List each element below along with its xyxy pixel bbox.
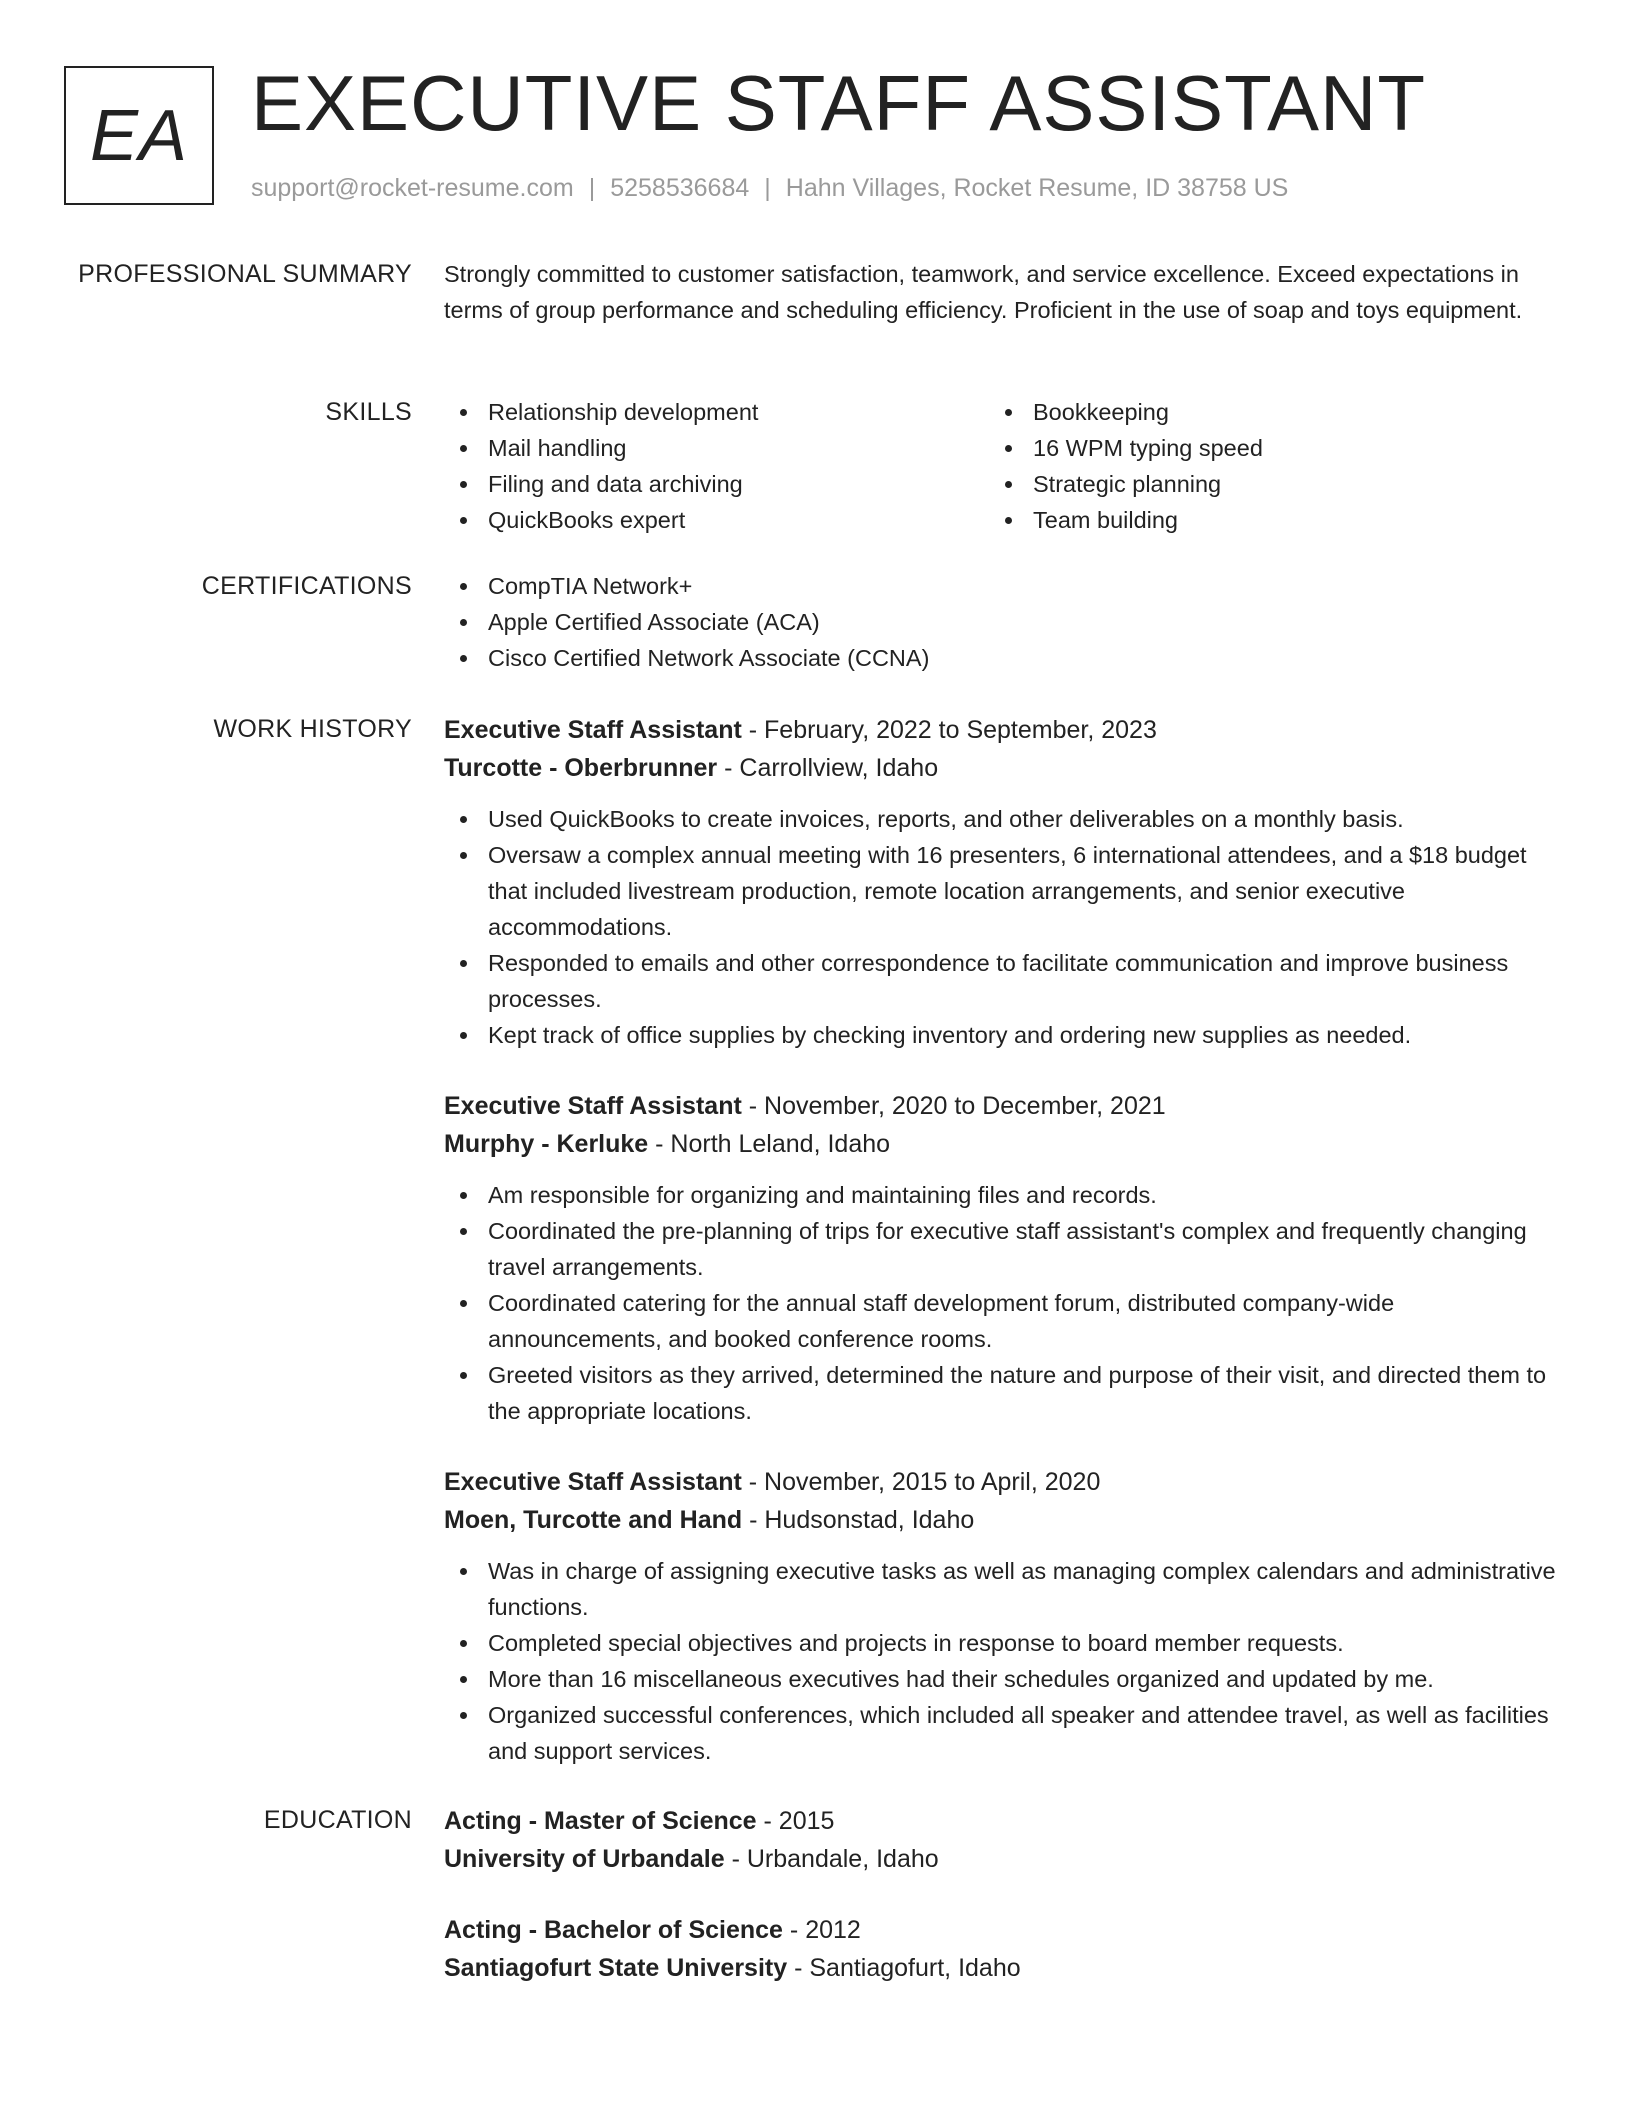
education-label: EDUCATION: [263, 1806, 412, 1834]
job-title-line: Executive Staff Assistant - November, 2020 to December, 2021: [444, 1092, 1166, 1120]
resume-title: EXECUTIVE STAFF ASSISTANT: [251, 59, 1426, 147]
monogram-initials: EA: [89, 95, 189, 176]
monogram-box: [64, 66, 214, 205]
job-bullet: Used QuickBooks to create invoices, reports, and other deliverables on a monthly basis.: [444, 801, 1559, 837]
job-bullet: More than 16 miscellaneous executives had their schedules organized and updated by me.: [444, 1661, 1559, 1697]
education-school: Santiagofurt State University: [444, 1954, 788, 1982]
job-dates: November, 2020 to December, 2021: [764, 1092, 1166, 1120]
job-location: Hudsonstad, Idaho: [764, 1506, 975, 1534]
job-bullet: Responded to emails and other correspondence to facilitate communication and improve business processes.: [444, 945, 1559, 1017]
job-bullet: Coordinated the pre-planning of trips for executive staff assistant's complex and frequently changing travel arrangements.: [444, 1213, 1559, 1285]
job-company: Murphy - Kerluke: [444, 1130, 649, 1158]
job-dates: November, 2015 to April, 2020: [764, 1468, 1101, 1496]
summary-label: PROFESSIONAL SUMMARY: [78, 260, 412, 288]
certification-item: Apple Certified Associate (ACA): [444, 604, 1559, 640]
job-location: North Leland, Idaho: [670, 1130, 891, 1158]
job-company-line: Murphy - Kerluke - North Leland, Idaho: [444, 1130, 891, 1158]
skills-list-left: [444, 394, 989, 538]
education-location: Urbandale, Idaho: [746, 1845, 939, 1873]
job-bullet: Coordinated catering for the annual staff development forum, distributed company-wide announcements, and booked conference rooms.: [444, 1285, 1559, 1357]
skills-body: [444, 394, 1559, 538]
education-school: University of Urbandale: [444, 1845, 725, 1873]
education-school-line: Santiagofurt State University - Santiagofurt, Idaho: [444, 1954, 1021, 1982]
job-company: Turcotte - Oberbrunner: [444, 754, 718, 782]
job-bullet: Kept track of office supplies by checking inventory and ordering new supplies as needed.: [444, 1017, 1559, 1053]
education-entry: [444, 1802, 1559, 1878]
job-company-line: Turcotte - Oberbrunner - Carrollview, Idaho: [444, 754, 939, 782]
job-title-line: Executive Staff Assistant - November, 2015 to April, 2020: [444, 1468, 1101, 1496]
job-title: Executive Staff Assistant: [444, 1468, 742, 1496]
job-bullet: Was in charge of assigning executive tasks as well as managing complex calendars and administrative functions.: [444, 1553, 1559, 1625]
summary-body: [444, 256, 1559, 328]
job-title: Executive Staff Assistant: [444, 1092, 742, 1120]
certifications-label: CERTIFICATIONS: [201, 572, 412, 600]
job-company-line: Moen, Turcotte and Hand - Hudsonstad, Idaho: [444, 1506, 975, 1534]
education-entry: [444, 1911, 1559, 1987]
education-year: 2015: [778, 1807, 835, 1835]
certifications-list: [444, 568, 1559, 676]
contact-separator: |: [764, 174, 771, 202]
work-history-label: WORK HISTORY: [213, 715, 412, 743]
contact-line: [251, 173, 1288, 203]
job-company: Moen, Turcotte and Hand: [444, 1506, 743, 1534]
skills-list-right: [989, 394, 1534, 538]
job-bullet: Completed special objectives and projects in response to board member requests.: [444, 1625, 1559, 1661]
job-bullets: [444, 1553, 1559, 1769]
job-dates: February, 2022 to September, 2023: [764, 716, 1157, 744]
education-location: Santiagofurt, Idaho: [809, 1954, 1021, 1982]
work-history-body: [444, 711, 1559, 1803]
job-bullet: Organized successful conferences, which included all speaker and attendee travel, as well as facilities and support services.: [444, 1697, 1559, 1769]
job-bullet: Greeted visitors as they arrived, determined the nature and purpose of their visit, and directed them to the appropriate locations.: [444, 1357, 1559, 1429]
job-bullet: Am responsible for organizing and maintaining files and records.: [444, 1177, 1559, 1213]
education-degree-line: Acting - Master of Science - 2015: [444, 1807, 835, 1835]
certification-item: Cisco Certified Network Associate (CCNA): [444, 640, 1559, 676]
job-entry: [444, 1463, 1559, 1769]
contact-phone[interactable]: 5258536684: [610, 174, 750, 202]
job-title: Executive Staff Assistant: [444, 716, 742, 744]
education-body: [444, 1802, 1559, 2020]
job-bullets: [444, 801, 1559, 1053]
job-bullets: [444, 1177, 1559, 1429]
skill-item: Team building: [989, 502, 1534, 538]
skill-item: Strategic planning: [989, 466, 1534, 502]
education-degree: Acting - Master of Science: [444, 1807, 757, 1835]
skill-item: Relationship development: [444, 394, 989, 430]
skill-item: Bookkeeping: [989, 394, 1534, 430]
contact-separator: |: [588, 174, 596, 202]
job-title-line: Executive Staff Assistant - February, 2022 to September, 2023: [444, 716, 1157, 744]
skill-item: Mail handling: [444, 430, 989, 466]
certification-item: CompTIA Network+: [444, 568, 1559, 604]
skill-item: Filing and data archiving: [444, 466, 989, 502]
job-bullet: Oversaw a complex annual meeting with 16 presenters, 6 international attendees, and a $18 budget that included livestream production, remote location arrangements, and senior executive accommodations.: [444, 837, 1559, 945]
job-location: Carrollview, Idaho: [739, 754, 939, 782]
contact-email[interactable]: support@rocket-resume.com: [251, 174, 574, 202]
education-degree: Acting - Bachelor of Science: [444, 1916, 783, 1944]
certifications-body: [444, 568, 1559, 676]
skills-label: SKILLS: [325, 398, 412, 426]
education-school-line: University of Urbandale - Urbandale, Idaho: [444, 1845, 939, 1873]
job-entry: [444, 1087, 1559, 1429]
education-degree-line: Acting - Bachelor of Science - 2012: [444, 1916, 861, 1944]
education-year: 2012: [805, 1916, 861, 1944]
summary-text: Strongly committed to customer satisfaction, teamwork, and service excellence. Exceed expectations in terms of group performance and scheduling efficiency. Proficient in the use of soap and toys equipment.: [444, 261, 1523, 323]
job-entry: [444, 711, 1559, 1053]
skill-item: QuickBooks expert: [444, 502, 989, 538]
skill-item: 16 WPM typing speed: [989, 430, 1534, 466]
contact-address: Hahn Villages, Rocket Resume, ID 38758 US: [785, 174, 1289, 202]
